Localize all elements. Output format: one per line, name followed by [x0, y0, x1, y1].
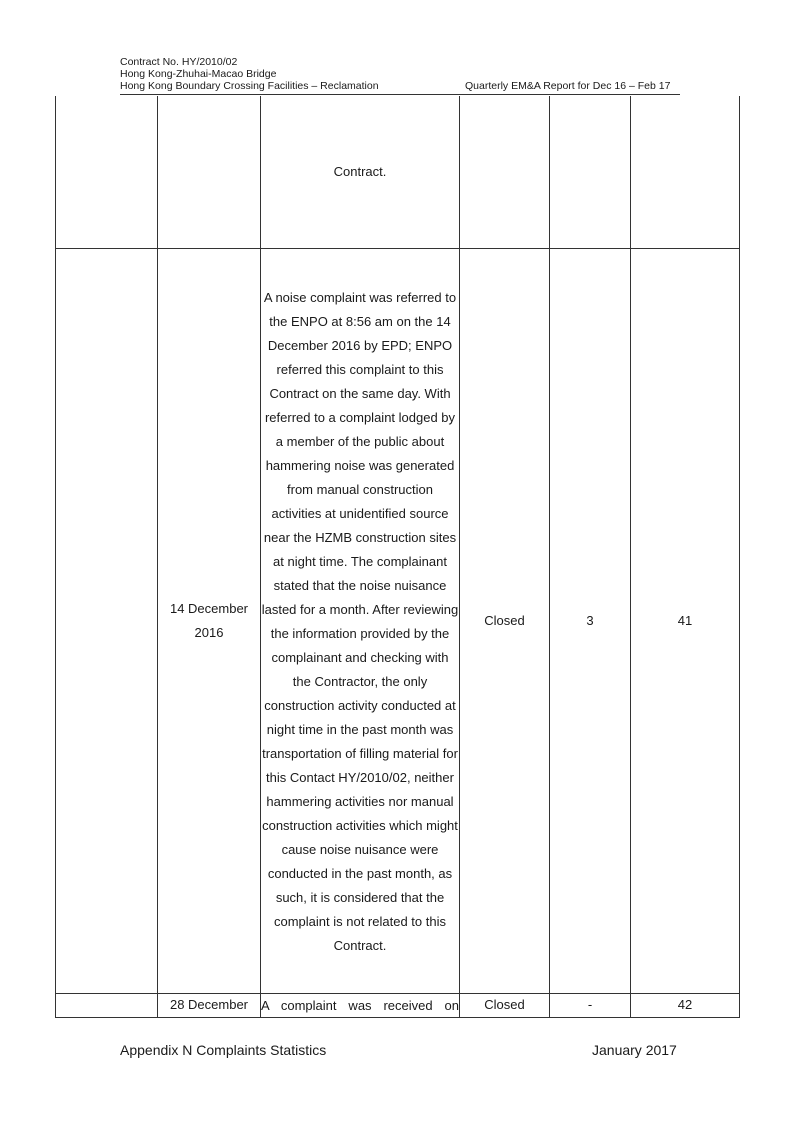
header-facility: Hong Kong Boundary Crossing Facilities – Reclamation	[120, 80, 379, 92]
status-cell	[460, 96, 550, 248]
table-row	[56, 993, 740, 1017]
description-cell: A complaint was received on	[261, 993, 460, 1017]
date-text: 14 December 2016	[169, 600, 249, 640]
count-cell	[550, 96, 631, 248]
log-ref-cell	[56, 96, 158, 248]
count-cell: 3	[550, 248, 631, 993]
description-cell: Contract.	[261, 96, 460, 248]
complaints-table	[55, 96, 740, 1018]
count-cell: -	[550, 993, 631, 1017]
table-row	[56, 248, 740, 993]
header-rule	[120, 94, 680, 95]
log-ref-cell	[56, 993, 158, 1017]
total-cell: 41	[631, 248, 740, 993]
table-row	[56, 96, 740, 248]
total-cell	[631, 96, 740, 248]
footer-date: January 2017	[592, 1042, 677, 1058]
date-cell	[158, 96, 261, 248]
header-project: Hong Kong-Zhuhai-Macao Bridge	[120, 68, 277, 80]
date-cell	[158, 248, 261, 993]
header-contract-no: Contract No. HY/2010/02	[120, 56, 238, 68]
date-cell: 28 December	[158, 993, 261, 1017]
status-cell: Closed	[460, 248, 550, 993]
log-ref-cell	[56, 248, 158, 993]
footer-appendix-title: Appendix N Complaints Statistics	[120, 1042, 327, 1058]
status-cell: Closed	[460, 993, 550, 1017]
description-cell: A noise complaint was referred to the ENPO at 8:56 am on the 14 December 2016 by EPD; ENPO referred this complaint to this Contract on the same day. With referred to a complaint lodged by a member of the public about hammering noise was generated from manual construction activities at unidentified source near the HZMB construction sites at night time. The complainant stated that the noise nuisance lasted for a month. After reviewing the information provided by the complainant and checking with the Contractor, the only construction activity conducted at night time in the past month was transportation of filling material for this Contact HY/2010/02, neither hammering activities nor manual construction activities which might cause noise nuisance were conducted in the past month, as such, it is considered that the complaint is not related to this Contract.	[261, 248, 460, 993]
header-report-title: Quarterly EM&A Report for Dec 16 – Feb 17	[465, 80, 671, 92]
total-cell: 42	[631, 993, 740, 1017]
